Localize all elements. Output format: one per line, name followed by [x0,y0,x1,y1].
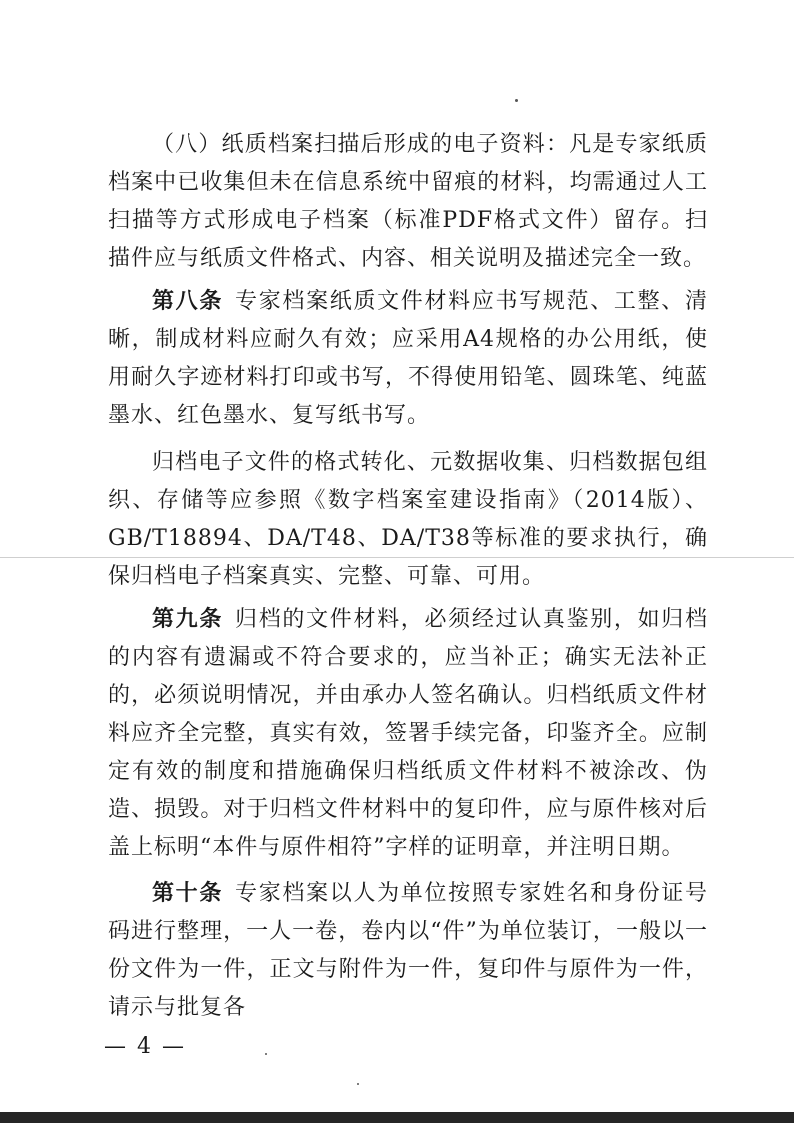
article-8-label: 第八条 [152,288,224,314]
article-8 [108,282,708,435]
article-10-label: 第十条 [152,880,224,906]
scan-bottom-edge [0,1112,794,1123]
article-8-text: 专家档案纸质文件材料应书写规范、工整、清晰，制成材料应耐久有效；应采用A4规格的办公用纸，使用耐久字迹材料打印或书写，不得使用铅笔、圆珠笔、纯蓝墨水、红色墨水、复写纸书写。 [108,289,708,428]
article-9-text: 归档的文件材料，必须经过认真鉴别，如归档的内容有遗漏或不符合要求的，应当补正；确实无法补正的，必须说明情况，并由承办人签名确认。归档纸质文件材料应齐全完整，真实有效，签署手续完备，印鉴齐全。应制定有效的制度和措施确保归档纸质文件材料不被涂改、伪造、损毁。对于归档文件材料中的复印件，应与原件核对后盖上标明“本件与原件相符”字样的证明章，并注明日期。 [108,607,708,860]
paragraph-item-8: （八）纸质档案扫描后形成的电子资料：凡是专家纸质档案中已收集但未在信息系统中留痕的材料，均需通过人工扫描等方式形成电子档案（标准PDF格式文件）留存。扫描件应与纸质文件格式、内容、相关说明及描述完全一致。 [108,132,708,271]
article-10 [108,874,708,1027]
article-9 [108,600,708,867]
article-10-text: 专家档案以人为单位按照专家姓名和身份证号码进行整理，一人一卷，卷内以“件”为单位装订，一般以一份文件为一件，正文与附件为一件，复印件与原件为一件，请示与批复各 [108,881,708,1020]
scan-speck [515,99,518,102]
article-9-label: 第九条 [152,606,224,632]
page-number: — 4 — [104,1034,186,1059]
paragraph-electronic-files: 归档电子文件的格式转化、元数据收集、归档数据包组织、存储等应参照《数字档案室建设指南》（2014版）、GB/T18894、DA/T48、DA/T38等标准的要求执行，确保归档电子档案真实、完整、可靠、可用。 [108,450,708,589]
scan-speck [357,1083,359,1085]
scan-speck [265,1053,267,1055]
